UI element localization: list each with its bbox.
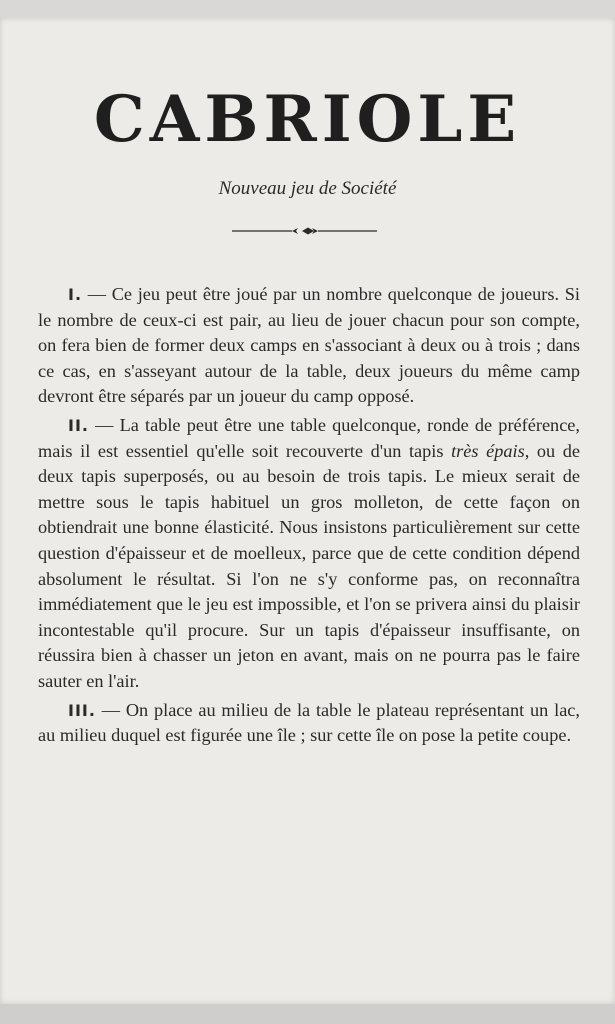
rules-text xyxy=(38,282,580,752)
rule-number: I. xyxy=(68,285,83,304)
page-subtitle: Nouveau jeu de Société xyxy=(218,178,397,199)
rule-text: — Ce jeu peut être joué par un nombre quelconque de joueurs. Si le nombre de ceux-ci est pair, au lieu de jouer chacun pour son compte, on fera bien de former deux camps en s'associant à deux ou à trois ; dans ce cas, en s'asseyant autour de la table, deux joueurs du même camp devront être séparés par un joueur du camp opposé. xyxy=(38,284,580,407)
paper-sheet xyxy=(0,18,615,1004)
rule-text: — On place au milieu de la table le plateau représentant un lac, au milieu duquel est figurée une île ; sur cette île on pose la petite coupe. xyxy=(38,699,580,746)
rule-emphasis: très épais xyxy=(451,440,525,461)
rule-paragraph-1 xyxy=(38,282,580,410)
rule-text: , ou de deux tapis superposés, ou au besoin de trois tapis. Le mieux serait de mettre sous le tapis habituel un gros molleton, de cette façon on obtiendrait une bonne élasticité. Nous insistons particulièrement sur cette question d'épaisseur et de moelleux, parce que de cette condition dépend absolument le résultat. Si l'on ne s'y conforme pas, on reconnaîtra immédiatement que le jeu est impossible, et l'on se privera ainsi du plaisir incontestable qu'il procure. Sur un tapis d'épaisseur insuffisante, on réussira bien à chasser un jeton en avant, mais on ne pourra pas le faire sauter en l'air. xyxy=(38,440,580,691)
fleuron-divider-icon xyxy=(232,225,377,237)
rule-paragraph-3 xyxy=(38,698,580,749)
page-title: CABRIOLE xyxy=(93,82,522,157)
rule-number: II. xyxy=(68,415,89,435)
rule-paragraph-2 xyxy=(38,413,580,695)
page-edge xyxy=(0,1004,615,1024)
rule-text: — La table peut être une table quelconque, ronde de préférence, mais il est essentiel qu'elle soit recouverte d'un tapis xyxy=(38,414,580,461)
rule-number: III. xyxy=(68,700,96,720)
